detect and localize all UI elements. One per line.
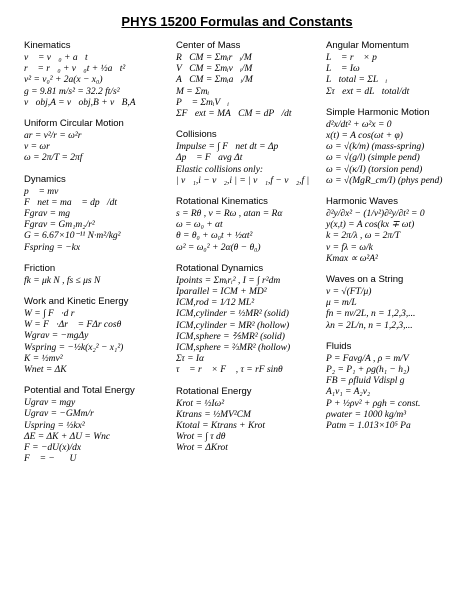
formula-line: P₂ = P₁ + ρg(h₁ − h₂) <box>326 365 410 376</box>
formula-line: Fgrav = Gm₁m₂/r² <box>24 220 95 231</box>
formula-section <box>326 40 474 98</box>
formula-line: Ugrav = mgy <box>24 398 76 409</box>
column-3 <box>326 40 474 441</box>
formula-line: s = Rθ , v = Rω , atan = Rα <box>176 209 283 220</box>
formula-line: L⃗total = ΣL⃗ᵢ <box>326 75 388 86</box>
formula-line: Wspring = −½k(x₂² − x₁²) <box>24 342 124 353</box>
formula-section <box>326 274 474 332</box>
formula-section <box>176 386 326 455</box>
formula-line: L⃗ = Iω⃗ <box>326 64 368 75</box>
formula-line: fk = μk N , fs ≤ μs N <box>24 275 101 286</box>
formula-section <box>24 385 174 465</box>
formula-line: Wgrav = −mgΔy <box>24 331 89 342</box>
formula-line: τ⃗ = r⃗ × F⃗ , τ = rF sinθ <box>176 365 283 376</box>
formula-line: g = 9.81 m/s² = 32.2 ft/s² <box>24 86 120 97</box>
formula-line: ω = √(MgR_cm/I) (phys pend) <box>326 175 443 186</box>
column-1 <box>24 40 174 474</box>
formula-section <box>24 296 174 376</box>
formula-line: FB = ρfluid Vdispl g <box>326 376 405 387</box>
formula-line: P + ½ρv² + ρgh = const. <box>326 398 421 409</box>
formula-line: | v⃗₁,i − v⃗₂,i | = | v⃗₁,f − v⃗₂,f | <box>176 175 310 186</box>
formula-line: G = 6.67×10⁻¹¹ N·m²/kg² <box>24 231 121 242</box>
formula-line: Uspring = ½kx² <box>24 420 85 431</box>
formula-line: Krot = ½Iω² <box>176 398 225 409</box>
formula-line: W = F⃗·Δr⃗ = FΔr cosθ <box>24 320 122 331</box>
formula-line: Wrot = ΔKrot <box>176 443 228 454</box>
column-2 <box>176 40 326 464</box>
formula-line: V⃗CM = Σmᵢv⃗ᵢ/M <box>176 64 253 75</box>
formula-line: ICM,cylinder = MR² (hollow) <box>176 320 290 331</box>
formula-line: L⃗ = r⃗ × p⃗ <box>326 53 385 63</box>
formula-line: v = fλ = ω/k <box>326 242 373 253</box>
formula-line: v² = v₀² + 2a(x − x₀) <box>24 75 103 86</box>
formula-line: p⃗ = mv⃗ <box>24 186 66 197</box>
section-title: Potential and Total Energy <box>24 385 135 397</box>
formula-section <box>326 341 474 432</box>
formula-line: v⃗obj,A = v⃗obj,B + v⃗B,A <box>24 97 136 108</box>
formula-line: Στ⃗ext = dL⃗total/dt <box>326 86 410 97</box>
formula-line: P⃗ = ΣmᵢV⃗ᵢ <box>176 97 230 108</box>
formula-line: ω² = ω₀² + 2α(θ − θ₀) <box>176 242 261 253</box>
formula-line: Impulse = ∫ F⃗net dt = Δp⃗ <box>176 142 286 153</box>
formula-line: ar = v²/r = ω²r <box>24 131 82 142</box>
formula-line: Iparallel = ICM + MD² <box>176 287 267 298</box>
formula-line: ICM,cylinder = ½MR² (solid) <box>176 309 289 320</box>
formula-line: Wnet = ΔK <box>24 365 67 376</box>
formula-line: Kmax ∝ ω²A² <box>326 253 378 264</box>
section-title: Simple Harmonic Motion <box>326 106 430 118</box>
formula-line: ICM,sphere = ⅖MR² (solid) <box>176 331 285 342</box>
section-title: Kinematics <box>24 40 71 51</box>
formula-line: Ktrans = ½MV²CM <box>176 409 251 420</box>
section-title: Center of Mass <box>176 40 241 51</box>
formula-line: ICM,sphere = ⅔MR² (hollow) <box>176 343 291 354</box>
formula-section <box>326 196 474 265</box>
formula-line: r⃗ = r⃗₀ + v⃗₀t + ½a⃗t² <box>24 64 126 75</box>
formula-section <box>176 40 326 120</box>
section-title: Rotational Energy <box>176 385 252 397</box>
formula-section <box>24 40 174 109</box>
formula-line: Patm = 1.013×10⁵ Pa <box>326 421 411 432</box>
formula-line: v = √(FT/μ) <box>326 287 372 298</box>
section-title: Friction <box>24 262 56 274</box>
section-title: Uniform Circular Motion <box>24 118 124 130</box>
formula-line: Wrot = ∫ τ dθ <box>176 432 226 443</box>
page-title: PHYS 15200 Formulas and Constants <box>121 14 353 29</box>
formula-line: ω = 2π/T = 2πf <box>24 153 83 164</box>
formula-section <box>176 129 326 187</box>
formula-line: ρwater = 1000 kg/m³ <box>326 409 407 420</box>
formula-section <box>24 174 174 254</box>
formula-line: M = Σmᵢ <box>176 86 210 97</box>
formula-line: k = 2π/λ , ω = 2π/T <box>326 231 401 242</box>
formula-line: A⃗CM = Σmᵢa⃗ᵢ/M <box>176 75 253 86</box>
formula-line: A₁v₁ = A₂v₂ <box>326 387 371 398</box>
formula-line: ω = √(g/l) (simple pend) <box>326 153 420 164</box>
formula-section <box>24 118 174 165</box>
formula-line: v⃗ = v⃗₀ + a⃗t <box>24 53 88 63</box>
formula-line: Elastic collisions only: <box>176 164 264 175</box>
section-title: Harmonic Waves <box>326 196 398 208</box>
section-title: Fluids <box>326 340 352 352</box>
formula-line: W = ∫ F⃗·d r⃗ <box>24 309 82 320</box>
formula-line: y(x,t) = A cos(kx ∓ ωt) <box>326 220 415 231</box>
formula-line: F = −dU(x)/dx <box>24 443 82 454</box>
section-title: Dynamics <box>24 173 66 185</box>
formula-line: d²x/dt² + ω²x = 0 <box>326 119 392 130</box>
formula-line: K = ½mv² <box>24 353 63 364</box>
formula-line: x(t) = A cos(ωt + φ) <box>326 131 403 142</box>
formula-line: Ktotal = Ktrans + Krot <box>176 421 266 432</box>
formula-line: ω = √(k/m) (mass-spring) <box>326 142 425 153</box>
formula-section <box>326 107 474 187</box>
formula-line: Ugrav = −GMm/r <box>24 409 94 420</box>
section-title: Waves on a String <box>326 274 404 286</box>
formula-line: Στ = Iα <box>176 354 205 365</box>
formula-line: P = Favg/A , ρ = m/V <box>326 353 409 364</box>
formula-line: v = ωr <box>24 142 50 153</box>
formula-line: λn = 2L/n, n = 1,2,3,... <box>326 320 413 331</box>
section-title: Angular Momentum <box>326 40 409 51</box>
section-title: Collisions <box>176 129 217 141</box>
formula-line: θ = θ₀ + ω₀t + ½αt² <box>176 231 253 242</box>
formula-line: ΣF⃗ext = MA⃗CM = dP⃗/dt <box>176 109 292 120</box>
formula-line: ∂²y/∂x² − (1/v²)∂²y/∂t² = 0 <box>326 209 425 220</box>
formula-line: Δp⃗ = F⃗avg Δt <box>176 153 243 164</box>
formula-section <box>24 263 174 287</box>
formula-line: fn = nv/2L, n = 1,2,3,... <box>326 309 416 320</box>
formula-line: μ = m/L <box>326 298 357 309</box>
formula-line: F⃗ = −∇⃗U <box>24 454 77 465</box>
section-title: Rotational Kinematics <box>176 196 268 208</box>
formula-line: Fspring = −kx <box>24 242 81 253</box>
formula-line: ICM,rod = 1⁄12 ML² <box>176 298 255 309</box>
formula-line: R⃗CM = Σmᵢr⃗ᵢ/M <box>176 53 252 63</box>
formula-section <box>176 196 326 254</box>
formula-section <box>176 263 326 377</box>
formula-line: ΔE = ΔK + ΔU = Wnc <box>24 431 111 442</box>
formula-line: ω = √(κ/I) (torsion pend) <box>326 164 423 175</box>
section-title: Rotational Dynamics <box>176 262 264 274</box>
formula-line: F⃗net = ma⃗ = dp⃗/dt <box>24 197 118 208</box>
formula-line: Ipoints = Σmᵢrᵢ² , I = ∫ r²dm <box>176 275 281 286</box>
section-title: Work and Kinetic Energy <box>24 296 129 308</box>
formula-line: Fgrav = mg <box>24 209 70 220</box>
formula-line: ω = ω₀ + αt <box>176 220 223 231</box>
